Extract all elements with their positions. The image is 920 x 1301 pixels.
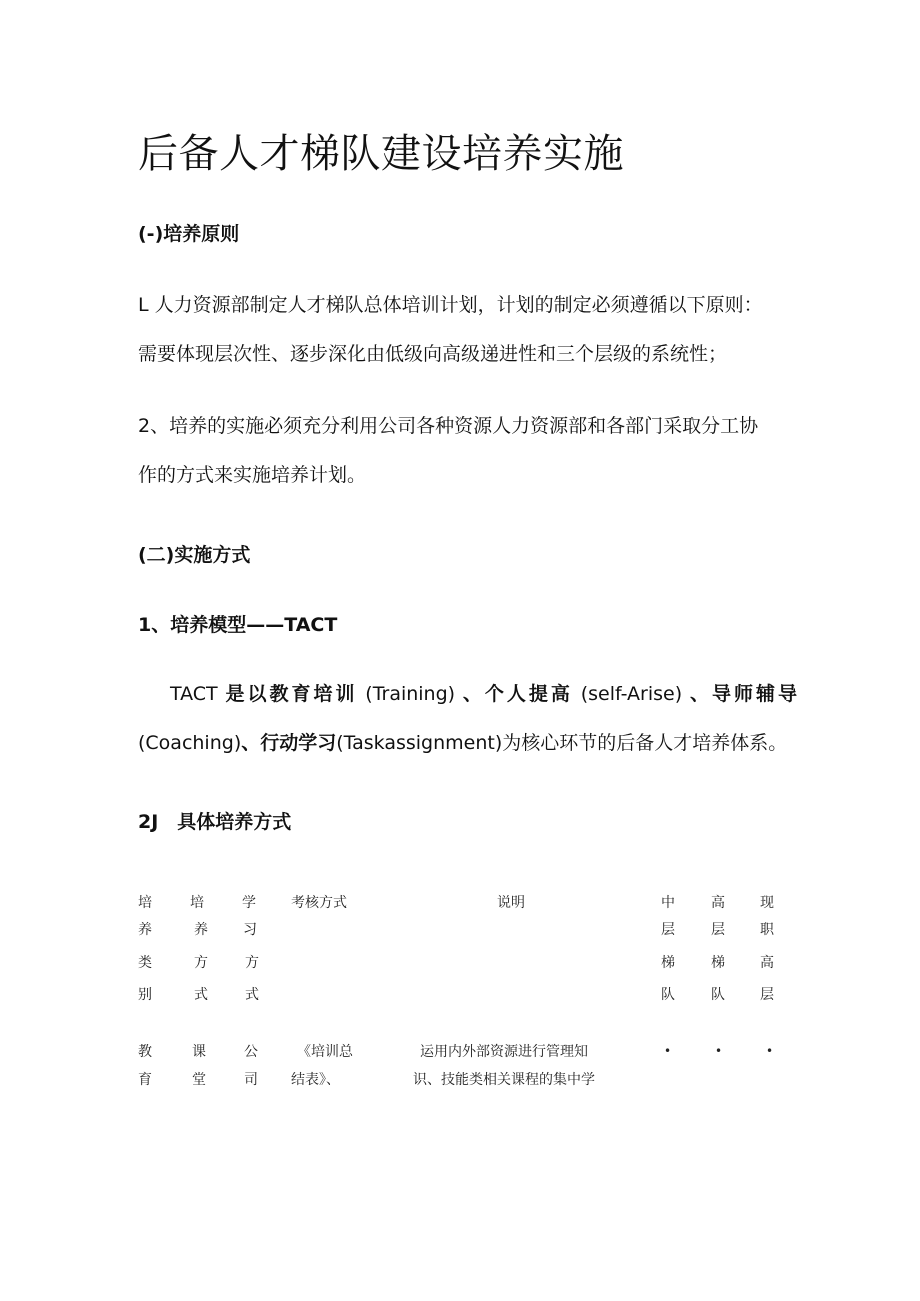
paragraph-1-line-2: 需要体现层次性、逐步深化由低级向高级递进性和三个层级的系统性； [138, 343, 728, 365]
tact-text-c: (Training) [365, 683, 456, 705]
tact-text-d: 、个人提高 [462, 683, 573, 705]
header-category-char: 别 [138, 987, 152, 1003]
row1-senior-tier-mark: • [715, 1044, 723, 1058]
header-middle-tier-char: 中 [661, 895, 675, 911]
header-current-senior-char: 现 [760, 895, 774, 911]
header-description: 说明 [497, 895, 525, 911]
row1-description-line: 运用内外部资源进行管理知 [420, 1044, 588, 1060]
row1-method-char: 课 [192, 1044, 206, 1060]
paragraph-1-line-1: L 人力资源部制定人才梯队总体培训计划，计划的制定必须遵循以下原则： [138, 294, 763, 316]
header-learning-char: 方 [245, 955, 259, 971]
header-middle-tier-char: 层 [661, 922, 675, 938]
header-current-senior-char: 高 [760, 955, 774, 971]
header-senior-tier-char: 队 [711, 987, 725, 1003]
header-learning-char: 学 [242, 895, 256, 911]
header-assessment: 考核方式 [291, 895, 347, 911]
subheading-specific-methods: 2J 具体培养方式 [138, 811, 292, 833]
row1-current-senior-mark: • [766, 1044, 774, 1058]
tact-line-2 [138, 729, 787, 757]
paragraph-2-line-2: 作的方式来实施培养计划。 [138, 464, 367, 486]
header-method-char: 培 [190, 895, 204, 911]
subheading-training-model: 1、培养模型——TACT [138, 614, 338, 636]
header-category-char: 培 [138, 895, 152, 911]
header-middle-tier-char: 队 [661, 987, 675, 1003]
header-learning-char: 式 [245, 987, 259, 1003]
tact-text-g: (Coaching) [138, 732, 242, 754]
header-middle-tier-char: 梯 [661, 955, 675, 971]
header-current-senior-char: 职 [760, 922, 774, 938]
header-learning-char: 习 [243, 922, 257, 938]
header-senior-tier-char: 层 [711, 922, 725, 938]
header-senior-tier-char: 梯 [711, 955, 725, 971]
tact-text-i: (Taskassignment)为核心环节的后备人才培养体系。 [336, 732, 788, 754]
row1-assessment-line: 结表》、 [291, 1072, 340, 1088]
tact-text-f: 、导师辅导 [689, 683, 800, 705]
section-heading-implementation: (二)实施方式 [138, 544, 251, 566]
header-method-char: 式 [194, 987, 208, 1003]
row1-method-char: 堂 [192, 1072, 206, 1088]
paragraph-2-line-1: 2、培养的实施必须充分利用公司各种资源人力资源部和各部门采取分工协 [138, 415, 759, 437]
header-category-char: 养 [138, 922, 152, 938]
row1-category-char: 育 [138, 1072, 152, 1088]
header-category-char: 类 [138, 955, 152, 971]
header-method-char: 方 [194, 955, 208, 971]
page-title: 后备人才梯队建设培养实施 [138, 131, 624, 177]
row1-learning-char: 司 [244, 1072, 258, 1088]
header-senior-tier-char: 高 [711, 895, 725, 911]
tact-line-1 [170, 680, 800, 708]
tact-text-e: (self-Arise) [580, 683, 683, 705]
row1-description-line: 识、技能类相关课程的集中学 [413, 1072, 595, 1088]
section-heading-principles: (-)培养原则 [138, 223, 240, 245]
tact-text-h: 、行动学习 [241, 732, 337, 754]
row1-learning-char: 公 [244, 1044, 258, 1060]
row1-middle-tier-mark: • [664, 1044, 672, 1058]
header-method-char: 养 [194, 922, 208, 938]
tact-text-a: TACT [170, 683, 218, 705]
tact-text-b: 是以教育培训 [225, 683, 358, 705]
row1-assessment-line: 《培训总 [297, 1044, 353, 1060]
row1-category-char: 教 [138, 1044, 152, 1060]
header-current-senior-char: 层 [760, 987, 774, 1003]
